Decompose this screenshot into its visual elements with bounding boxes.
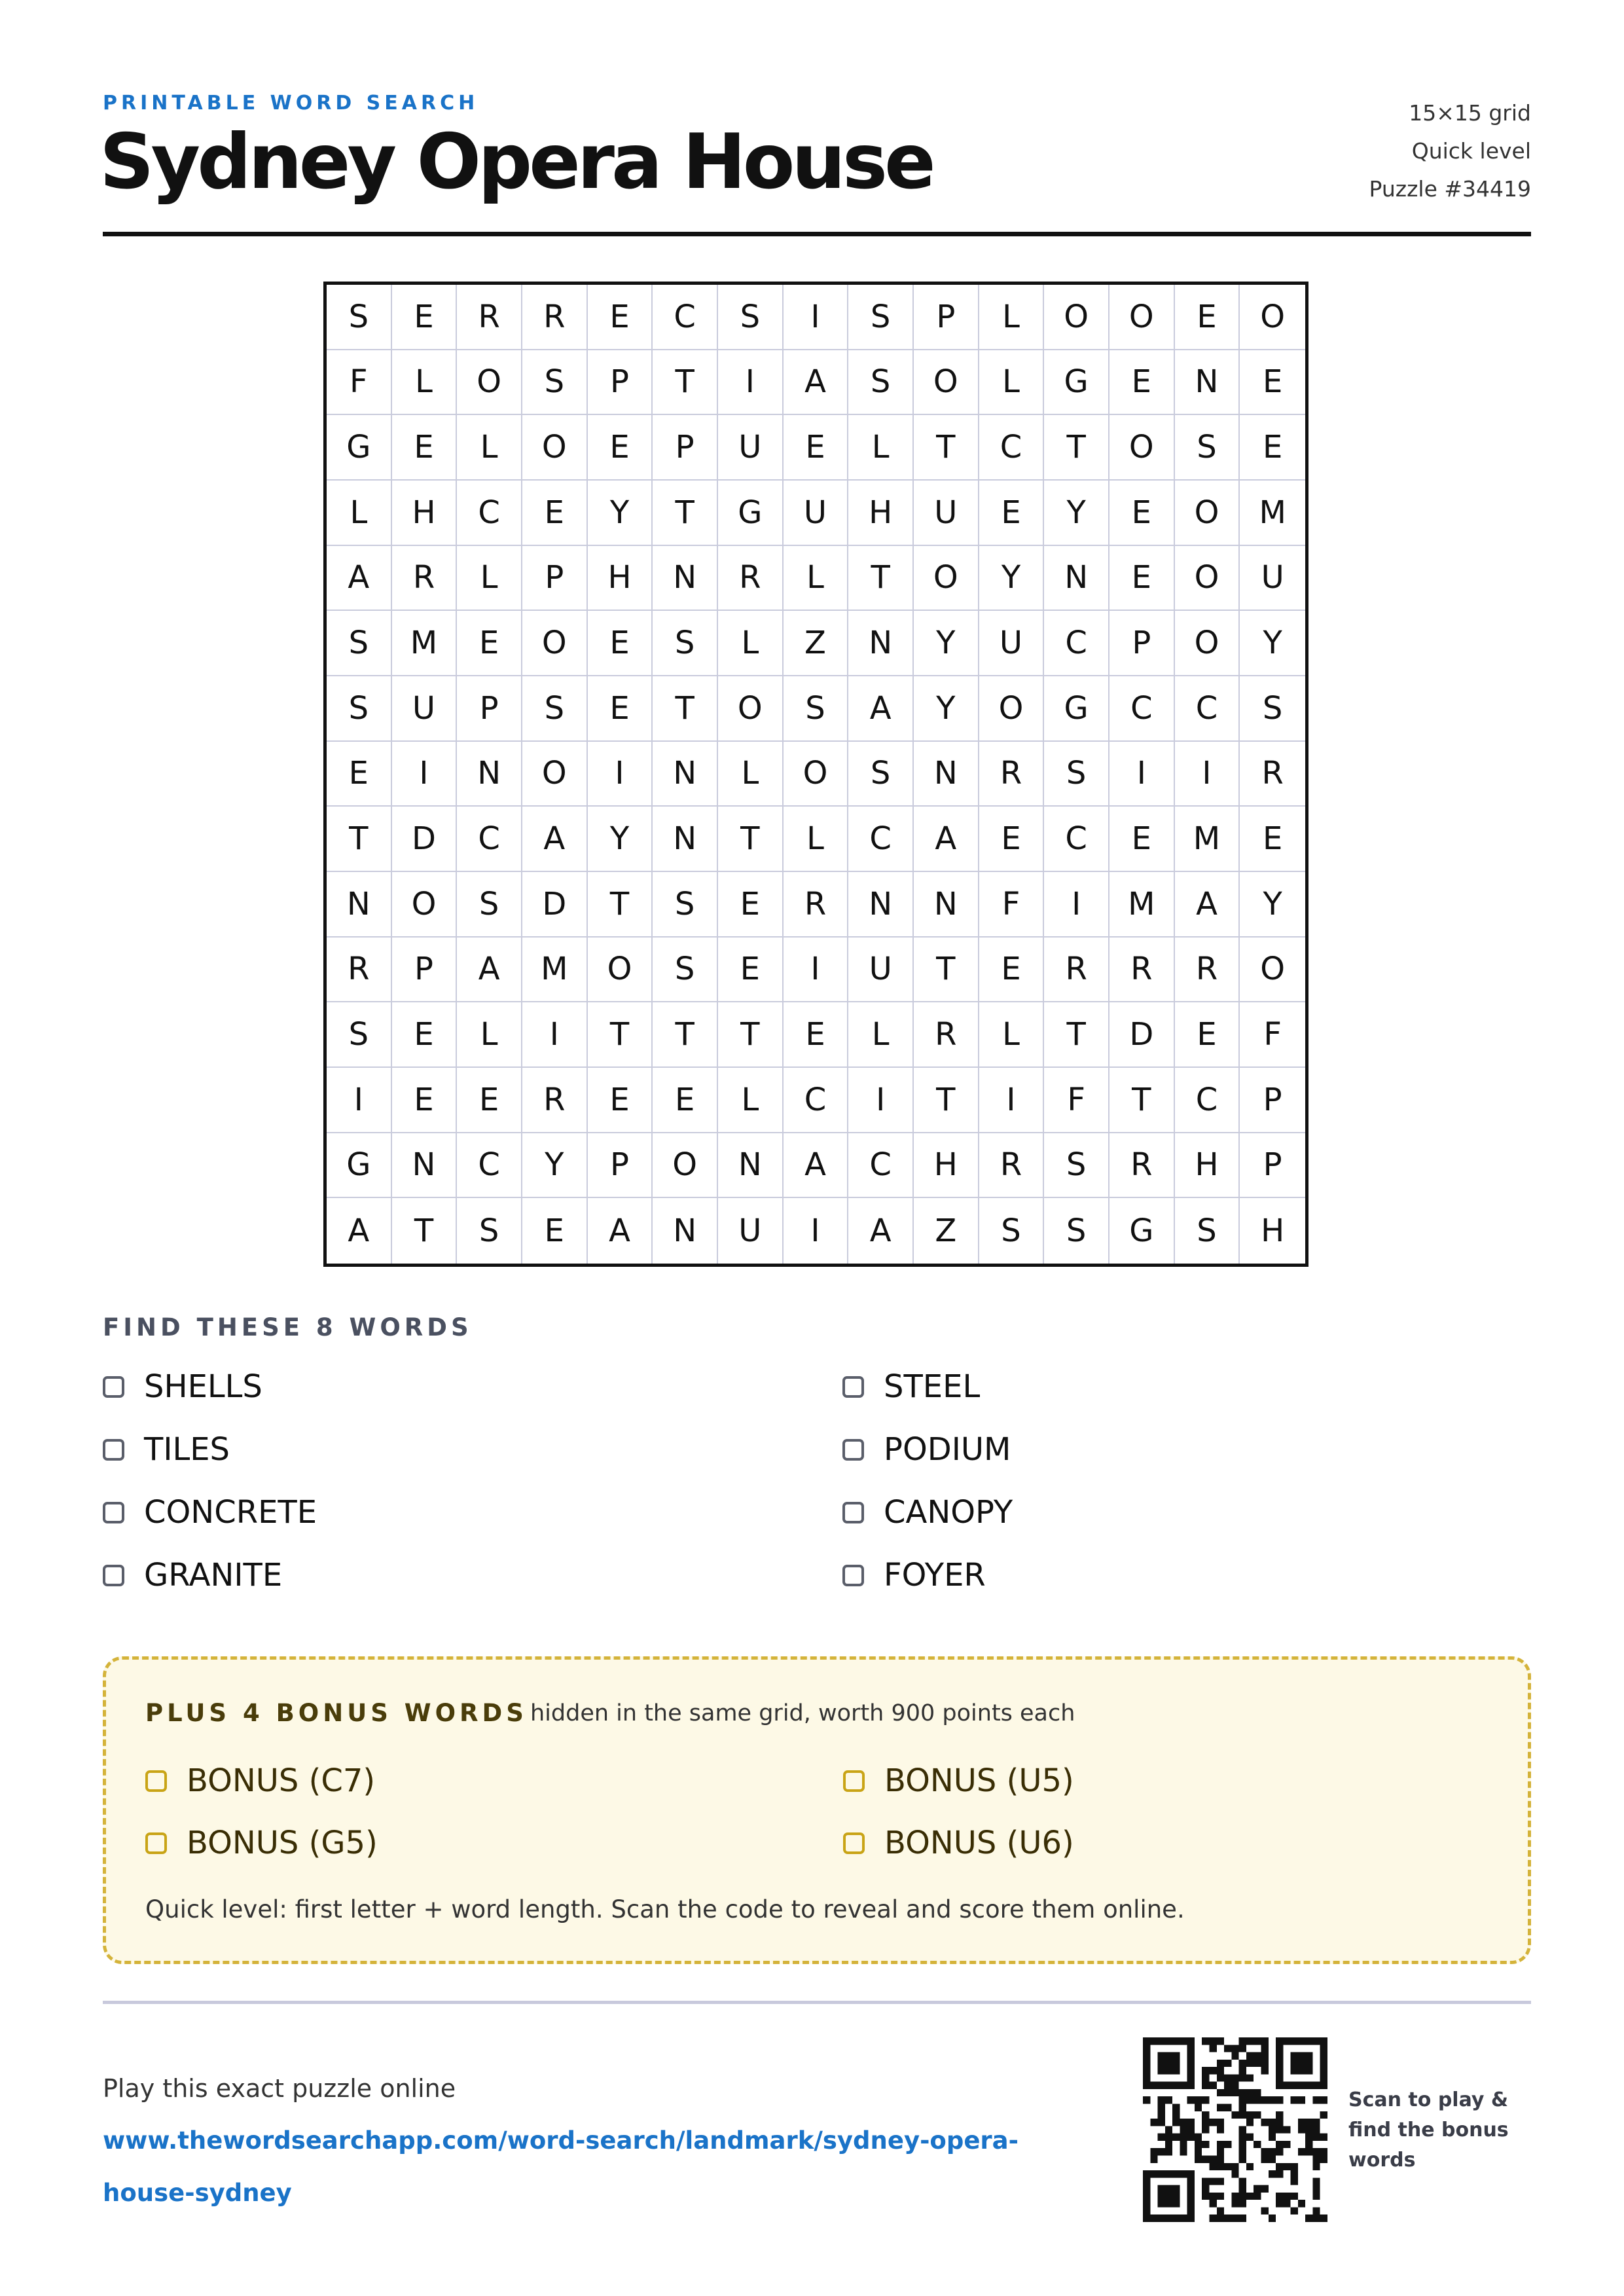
- grid-cell[interactable]: U: [848, 938, 914, 1003]
- grid-cell[interactable]: E: [1240, 415, 1305, 481]
- grid-cell[interactable]: Y: [1240, 611, 1305, 676]
- grid-cell[interactable]: I: [588, 742, 653, 807]
- grid-cell[interactable]: I: [1175, 742, 1240, 807]
- grid-cell[interactable]: L: [848, 415, 914, 481]
- grid-cell[interactable]: D: [522, 872, 588, 938]
- grid-cell[interactable]: O: [457, 350, 522, 416]
- bonus-label: BONUS (C7): [187, 1762, 376, 1799]
- grid-cell[interactable]: H: [1261, 1212, 1285, 1250]
- grid-cell[interactable]: Y: [979, 546, 1045, 611]
- grid-cell[interactable]: A: [522, 807, 588, 872]
- grid-cell[interactable]: R: [1044, 938, 1110, 1003]
- grid-cell[interactable]: A: [914, 807, 979, 872]
- letter-grid: [327, 285, 1305, 1264]
- grid-cell[interactable]: A: [327, 1198, 392, 1264]
- grid-cell[interactable]: C: [1110, 676, 1175, 742]
- grid-cell[interactable]: C: [848, 1133, 914, 1199]
- grid-cell[interactable]: S: [327, 1002, 392, 1068]
- grid-cell[interactable]: S: [457, 1198, 522, 1264]
- grid-cell[interactable]: P: [653, 415, 718, 481]
- grid-cell[interactable]: T: [914, 1068, 979, 1133]
- grid-cell[interactable]: Y: [588, 807, 653, 872]
- bonus-checkbox[interactable]: [145, 1832, 167, 1854]
- word-item[interactable]: [842, 1367, 980, 1406]
- grid-cell[interactable]: O: [653, 1133, 718, 1199]
- grid-cell[interactable]: O: [1044, 285, 1110, 350]
- grid-cell[interactable]: S: [327, 285, 392, 350]
- grid-cell[interactable]: N: [848, 611, 914, 676]
- grid-cell[interactable]: E: [392, 415, 458, 481]
- grid-cell[interactable]: H: [914, 1133, 979, 1199]
- grid-cell[interactable]: A: [848, 1198, 914, 1264]
- grid-cell[interactable]: Y: [914, 676, 979, 742]
- grid-cell[interactable]: Y: [588, 481, 653, 546]
- grid-cell[interactable]: E: [392, 1068, 458, 1133]
- grid-cell[interactable]: E: [1240, 807, 1305, 872]
- grid-cell[interactable]: S: [1044, 742, 1110, 807]
- grid-cell[interactable]: O: [1175, 481, 1240, 546]
- grid-cell[interactable]: U: [392, 676, 458, 742]
- word-label: STEEL: [884, 1368, 981, 1405]
- grid-cell[interactable]: E: [979, 938, 1045, 1003]
- grid-cell[interactable]: N: [848, 872, 914, 938]
- grid-cell[interactable]: R: [392, 546, 458, 611]
- grid-cell[interactable]: P: [457, 676, 522, 742]
- grid-cell[interactable]: N: [653, 807, 718, 872]
- grid-cell[interactable]: S: [848, 350, 914, 416]
- grid-cell[interactable]: O: [1110, 285, 1175, 350]
- grid-cell[interactable]: E: [588, 676, 653, 742]
- grid-cell[interactable]: L: [718, 611, 784, 676]
- grid-cell[interactable]: U: [784, 481, 849, 546]
- grid-cell[interactable]: G: [1044, 350, 1110, 416]
- grid-cell[interactable]: E: [1110, 807, 1175, 872]
- grid-cell[interactable]: G: [327, 415, 392, 481]
- word-label: SHELLS: [144, 1368, 262, 1405]
- word-label: CANOPY: [884, 1494, 1013, 1531]
- grid-size-label: 15×15 grid: [1409, 100, 1531, 126]
- grid-cell[interactable]: N: [392, 1133, 458, 1199]
- grid-cell[interactable]: I: [979, 1068, 1045, 1133]
- grid-cell[interactable]: E: [327, 742, 392, 807]
- grid-cell[interactable]: C: [653, 285, 718, 350]
- grid-cell[interactable]: P: [588, 1133, 653, 1199]
- bonus-item[interactable]: [145, 1761, 375, 1800]
- grid-cell[interactable]: S: [653, 872, 718, 938]
- grid-cell[interactable]: Y: [1240, 872, 1305, 938]
- bonus-subheading: hidden in the same grid, worth 900 points each: [530, 1700, 1075, 1726]
- word-label: FOYER: [884, 1557, 986, 1594]
- grid-cell[interactable]: T: [653, 1002, 718, 1068]
- grid-cell[interactable]: T: [1110, 1068, 1175, 1133]
- grid-cell[interactable]: O: [784, 742, 849, 807]
- grid-cell[interactable]: C: [1175, 1068, 1240, 1133]
- grid-cell[interactable]: D: [392, 807, 458, 872]
- grid-cell[interactable]: I: [522, 1002, 588, 1068]
- grid-cell[interactable]: O: [1240, 938, 1305, 1003]
- bonus-panel: [103, 1656, 1531, 1964]
- grid-cell[interactable]: A: [588, 1198, 653, 1264]
- puzzle-url-link[interactable]: www.thewordsearchapp.com/word-search/landmark/sydney-opera-house-sydney: [103, 2126, 1019, 2207]
- checkbox[interactable]: [842, 1565, 864, 1586]
- grid-cell[interactable]: E: [718, 872, 784, 938]
- grid-cell[interactable]: S: [653, 938, 718, 1003]
- word-label: TILES: [144, 1431, 230, 1468]
- grid-cell[interactable]: E: [457, 611, 522, 676]
- grid-cell[interactable]: S: [784, 676, 849, 742]
- grid-cell[interactable]: T: [1044, 415, 1110, 481]
- grid-cell[interactable]: E: [1175, 1002, 1240, 1068]
- grid-cell[interactable]: T: [653, 481, 718, 546]
- grid-cell[interactable]: L: [718, 742, 784, 807]
- grid-cell[interactable]: T: [653, 350, 718, 416]
- grid-cell[interactable]: P: [392, 938, 458, 1003]
- grid-cell[interactable]: A: [784, 350, 849, 416]
- grid-cell[interactable]: N: [718, 1133, 784, 1199]
- grid-cell[interactable]: L: [784, 546, 849, 611]
- grid-cell[interactable]: S: [327, 676, 392, 742]
- grid-cell[interactable]: S: [1044, 1133, 1110, 1199]
- grid-cell[interactable]: M: [1110, 872, 1175, 938]
- bonus-checkbox[interactable]: [843, 1770, 865, 1792]
- grid-cell[interactable]: O: [588, 938, 653, 1003]
- word-item[interactable]: [103, 1493, 317, 1532]
- page-title: Sydney Opera House: [99, 118, 933, 206]
- grid-cell[interactable]: E: [1110, 481, 1175, 546]
- grid-cell[interactable]: A: [1175, 872, 1240, 938]
- grid-cell[interactable]: C: [1044, 611, 1110, 676]
- grid-cell[interactable]: H: [588, 546, 653, 611]
- grid-cell[interactable]: H: [848, 481, 914, 546]
- grid-cell[interactable]: S: [1175, 415, 1240, 481]
- checkbox[interactable]: [842, 1439, 864, 1461]
- grid-cell[interactable]: H: [392, 481, 458, 546]
- grid-cell[interactable]: E: [588, 611, 653, 676]
- grid-cell[interactable]: O: [522, 415, 588, 481]
- grid-cell[interactable]: U: [718, 415, 784, 481]
- grid-cell[interactable]: O: [522, 742, 588, 807]
- grid-cell[interactable]: N: [653, 1198, 718, 1264]
- kicker-label: PRINTABLE WORD SEARCH: [103, 92, 479, 115]
- bonus-checkbox[interactable]: [843, 1832, 865, 1854]
- grid-cell[interactable]: I: [1110, 742, 1175, 807]
- grid-cell[interactable]: I: [784, 938, 849, 1003]
- grid-cell[interactable]: T: [1044, 1002, 1110, 1068]
- word-item[interactable]: [842, 1556, 986, 1595]
- grid-cell[interactable]: E: [1110, 546, 1175, 611]
- grid-cell[interactable]: I: [327, 1068, 392, 1133]
- grid-cell[interactable]: P: [914, 285, 979, 350]
- grid-cell[interactable]: R: [1110, 1133, 1175, 1199]
- grid-cell[interactable]: O: [522, 611, 588, 676]
- grid-cell[interactable]: R: [914, 1002, 979, 1068]
- grid-cell[interactable]: I: [784, 1198, 849, 1264]
- qr-note: Scan to play & find the bonus words: [1348, 2088, 1509, 2172]
- grid-cell[interactable]: E: [1240, 350, 1305, 416]
- grid-cell[interactable]: Z: [914, 1198, 979, 1264]
- grid-cell[interactable]: P: [1110, 611, 1175, 676]
- word-item[interactable]: [842, 1430, 1011, 1469]
- grid-cell[interactable]: E: [457, 1068, 522, 1133]
- grid-cell[interactable]: L: [457, 415, 522, 481]
- grid-cell[interactable]: F: [979, 872, 1045, 938]
- grid-cell[interactable]: C: [457, 1133, 522, 1199]
- grid-cell[interactable]: R: [1110, 938, 1175, 1003]
- grid-cell[interactable]: E: [979, 481, 1045, 546]
- grid-cell[interactable]: M: [392, 611, 458, 676]
- grid-cell[interactable]: T: [848, 546, 914, 611]
- grid-cell[interactable]: N: [653, 546, 718, 611]
- checkbox[interactable]: [103, 1439, 124, 1461]
- checkbox[interactable]: [842, 1502, 864, 1523]
- grid-cell[interactable]: E: [392, 1002, 458, 1068]
- grid-cell[interactable]: C: [457, 807, 522, 872]
- grid-cell[interactable]: R: [1240, 742, 1305, 807]
- grid-cell[interactable]: R: [979, 742, 1045, 807]
- bonus-heading: PLUS 4 BONUS WORDS: [145, 1699, 528, 1727]
- grid-cell[interactable]: H: [1175, 1133, 1240, 1199]
- grid-cell[interactable]: L: [784, 807, 849, 872]
- grid-cell[interactable]: U: [718, 1198, 784, 1264]
- grid-cell[interactable]: Y: [914, 611, 979, 676]
- grid-cell[interactable]: R: [718, 546, 784, 611]
- grid-cell[interactable]: P: [1240, 1068, 1305, 1133]
- grid-cell[interactable]: E: [784, 1002, 849, 1068]
- grid-cell[interactable]: F: [1044, 1068, 1110, 1133]
- word-label: GRANITE: [144, 1557, 283, 1594]
- header-divider: [103, 232, 1531, 236]
- bonus-label: BONUS (U6): [884, 1825, 1074, 1861]
- word-item[interactable]: [842, 1493, 1013, 1532]
- grid-cell[interactable]: L: [718, 1068, 784, 1133]
- grid-cell[interactable]: E: [522, 1198, 588, 1264]
- word-label: PODIUM: [884, 1431, 1011, 1468]
- bonus-item[interactable]: [843, 1761, 1074, 1800]
- bonus-label: BONUS (U5): [884, 1762, 1074, 1799]
- grid-cell[interactable]: L: [457, 1002, 522, 1068]
- grid-cell[interactable]: O: [914, 546, 979, 611]
- footer-divider: [103, 2001, 1531, 2004]
- grid-cell[interactable]: O: [718, 676, 784, 742]
- level-label: Quick level: [1411, 138, 1531, 164]
- grid-cell[interactable]: P: [522, 546, 588, 611]
- grid-cell[interactable]: I: [392, 742, 458, 807]
- grid-cell[interactable]: O: [1175, 611, 1240, 676]
- grid-cell[interactable]: E: [1110, 350, 1175, 416]
- grid-cell[interactable]: S: [653, 611, 718, 676]
- grid-cell[interactable]: D: [1110, 1002, 1175, 1068]
- checkbox[interactable]: [103, 1502, 124, 1523]
- grid-cell[interactable]: F: [327, 350, 392, 416]
- grid-cell[interactable]: E: [522, 481, 588, 546]
- grid-cell[interactable]: E: [718, 938, 784, 1003]
- grid-cell[interactable]: I: [1044, 872, 1110, 938]
- checkbox[interactable]: [842, 1376, 864, 1398]
- grid-cell[interactable]: T: [914, 938, 979, 1003]
- grid-cell[interactable]: S: [979, 1198, 1045, 1264]
- grid-cell[interactable]: R: [1175, 938, 1240, 1003]
- grid-cell[interactable]: T: [653, 676, 718, 742]
- grid-cell[interactable]: L: [392, 350, 458, 416]
- bonus-item[interactable]: [145, 1823, 378, 1863]
- grid-cell[interactable]: U: [1240, 546, 1305, 611]
- grid-cell[interactable]: A: [784, 1133, 849, 1199]
- grid-cell[interactable]: L: [979, 1002, 1045, 1068]
- word-item[interactable]: [103, 1367, 262, 1406]
- grid-cell[interactable]: E: [588, 415, 653, 481]
- grid-cell[interactable]: E: [392, 285, 458, 350]
- grid-cell[interactable]: N: [1044, 546, 1110, 611]
- grid-cell[interactable]: G: [1044, 676, 1110, 742]
- word-item[interactable]: [103, 1556, 282, 1595]
- grid-cell[interactable]: T: [718, 1002, 784, 1068]
- grid-cell[interactable]: R: [522, 1068, 588, 1133]
- play-online-label: Play this exact puzzle online: [103, 2074, 456, 2103]
- grid-cell[interactable]: S: [848, 285, 914, 350]
- grid-cell[interactable]: E: [1175, 285, 1240, 350]
- grid-cell[interactable]: G: [327, 1133, 392, 1199]
- grid-cell[interactable]: T: [588, 872, 653, 938]
- grid-cell[interactable]: U: [914, 481, 979, 546]
- grid-cell[interactable]: S: [522, 676, 588, 742]
- grid-cell[interactable]: Z: [784, 611, 849, 676]
- grid-cell[interactable]: O: [392, 872, 458, 938]
- grid-cell[interactable]: C: [979, 415, 1045, 481]
- grid-cell[interactable]: L: [979, 285, 1045, 350]
- grid-cell[interactable]: C: [1044, 807, 1110, 872]
- grid-cell[interactable]: I: [718, 350, 784, 416]
- grid-cell[interactable]: O: [1175, 546, 1240, 611]
- grid-cell[interactable]: T: [392, 1198, 458, 1264]
- grid-cell[interactable]: O: [1240, 285, 1305, 350]
- grid-cell[interactable]: P: [588, 350, 653, 416]
- grid-cell[interactable]: F: [1240, 1002, 1305, 1068]
- grid-cell[interactable]: C: [1175, 676, 1240, 742]
- grid-cell[interactable]: O: [1110, 415, 1175, 481]
- grid-cell[interactable]: T: [718, 807, 784, 872]
- grid-cell[interactable]: R: [522, 285, 588, 350]
- grid-cell[interactable]: T: [914, 415, 979, 481]
- grid-cell[interactable]: S: [1240, 676, 1305, 742]
- grid-cell[interactable]: S: [327, 611, 392, 676]
- grid-cell[interactable]: R: [979, 1133, 1045, 1199]
- grid-cell[interactable]: A: [327, 546, 392, 611]
- grid-cell[interactable]: E: [979, 807, 1045, 872]
- grid-cell[interactable]: R: [457, 285, 522, 350]
- grid-cell[interactable]: A: [848, 676, 914, 742]
- grid-cell[interactable]: E: [588, 285, 653, 350]
- grid-cell[interactable]: M: [522, 938, 588, 1003]
- word-label: CONCRETE: [144, 1494, 317, 1531]
- grid-cell[interactable]: S: [848, 742, 914, 807]
- grid-cell[interactable]: A: [457, 938, 522, 1003]
- grid-cell[interactable]: E: [653, 1068, 718, 1133]
- grid-cell[interactable]: U: [979, 611, 1045, 676]
- puzzle-number-label: Puzzle #34419: [1369, 176, 1531, 202]
- bonus-checkbox[interactable]: [145, 1770, 167, 1792]
- grid-cell[interactable]: O: [979, 676, 1045, 742]
- grid-cell[interactable]: N: [327, 872, 392, 938]
- grid-cell[interactable]: S: [1175, 1198, 1240, 1264]
- grid-cell[interactable]: N: [914, 742, 979, 807]
- grid-cell[interactable]: Y: [1044, 481, 1110, 546]
- grid-cell[interactable]: N: [914, 872, 979, 938]
- grid-cell[interactable]: S: [718, 285, 784, 350]
- word-item[interactable]: [103, 1430, 230, 1469]
- checkbox[interactable]: [103, 1376, 124, 1398]
- grid-cell[interactable]: L: [327, 481, 392, 546]
- bonus-label: BONUS (G5): [187, 1825, 378, 1861]
- grid-cell[interactable]: L: [979, 350, 1045, 416]
- checkbox[interactable]: [103, 1565, 124, 1586]
- grid-cell[interactable]: C: [784, 1068, 849, 1133]
- grid-cell[interactable]: T: [327, 807, 392, 872]
- grid-cell[interactable]: T: [588, 1002, 653, 1068]
- grid-cell[interactable]: M: [1175, 807, 1240, 872]
- bonus-note: Quick level: first letter + word length. Scan the code to reveal and score them online.: [145, 1895, 1185, 1923]
- grid-cell[interactable]: N: [1175, 350, 1240, 416]
- grid-cell[interactable]: R: [784, 872, 849, 938]
- letter-grid-frame: [323, 282, 1308, 1267]
- grid-cell[interactable]: S: [522, 350, 588, 416]
- grid-cell[interactable]: M: [1240, 481, 1305, 546]
- grid-cell[interactable]: G: [1110, 1198, 1175, 1264]
- qr-code-icon[interactable]: [1143, 2037, 1327, 2222]
- grid-cell[interactable]: R: [327, 938, 392, 1003]
- grid-cell[interactable]: E: [588, 1068, 653, 1133]
- grid-cell[interactable]: O: [914, 350, 979, 416]
- grid-cell[interactable]: Y: [522, 1133, 588, 1199]
- word-list-heading: FIND THESE 8 WORDS: [103, 1313, 473, 1341]
- puzzle-meta: [1369, 94, 1531, 208]
- bonus-item[interactable]: [843, 1823, 1074, 1863]
- grid-cell[interactable]: N: [653, 742, 718, 807]
- grid-cell[interactable]: L: [848, 1002, 914, 1068]
- grid-cell[interactable]: L: [457, 546, 522, 611]
- grid-cell[interactable]: E: [784, 415, 849, 481]
- grid-cell[interactable]: I: [848, 1068, 914, 1133]
- grid-cell[interactable]: G: [718, 481, 784, 546]
- grid-cell[interactable]: S: [1044, 1198, 1110, 1264]
- grid-cell[interactable]: S: [457, 872, 522, 938]
- grid-cell[interactable]: P: [1240, 1133, 1305, 1199]
- grid-cell[interactable]: C: [457, 481, 522, 546]
- grid-cell[interactable]: I: [784, 285, 849, 350]
- grid-cell[interactable]: N: [457, 742, 522, 807]
- grid-cell[interactable]: C: [848, 807, 914, 872]
